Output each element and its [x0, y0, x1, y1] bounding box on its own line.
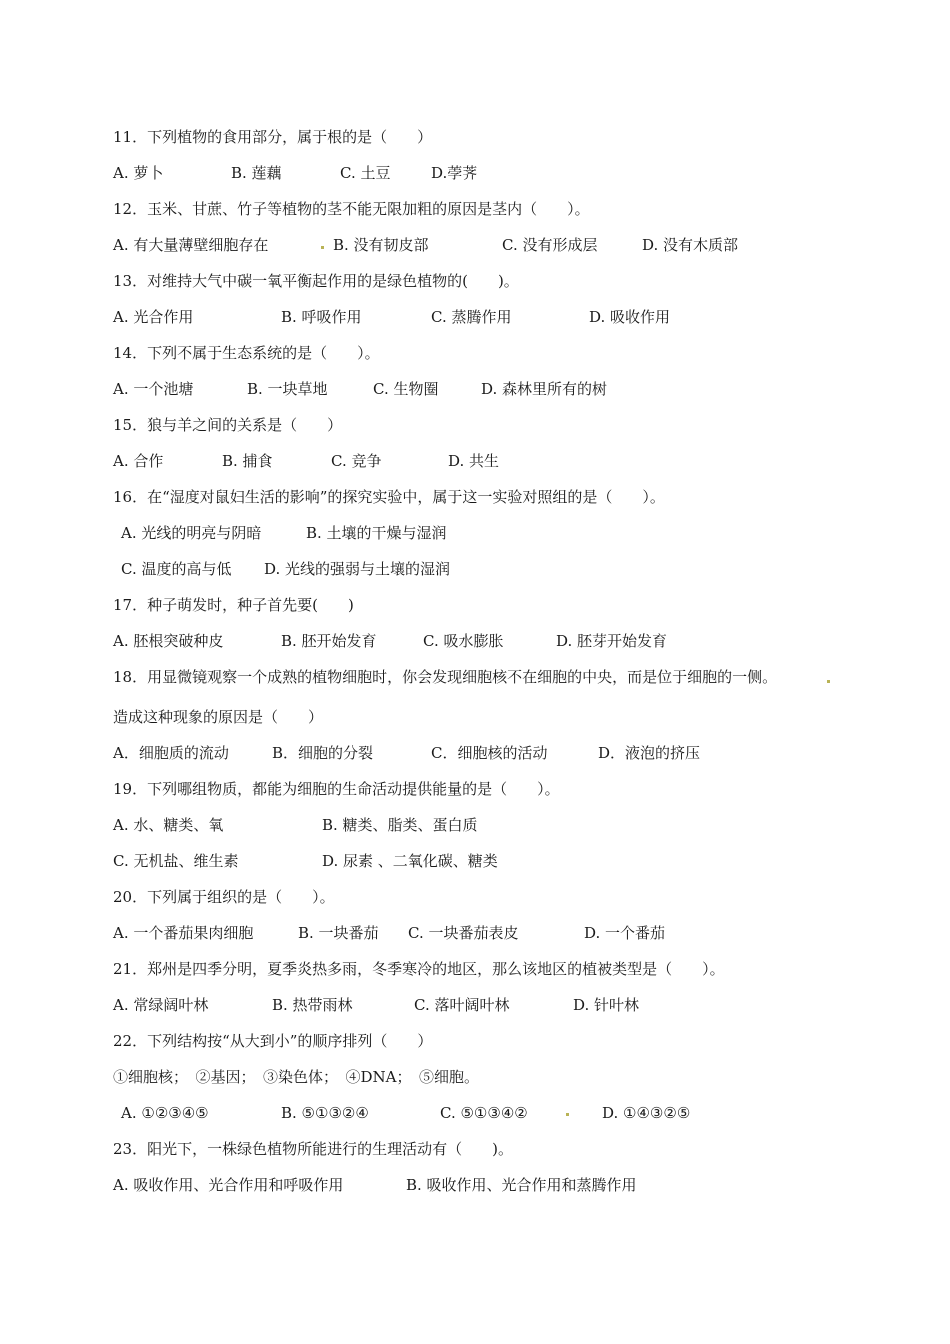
question-11-option-b: B. 莲藕	[231, 164, 282, 182]
scan-speck	[827, 680, 830, 683]
question-21-option-b: B. 热带雨林	[272, 996, 353, 1014]
question-15-option-a: A. 合作	[113, 452, 164, 470]
question-13-option-c: C. 蒸腾作用	[431, 308, 512, 326]
question-13-stem: 13．对维持大气中碳一氧平衡起作用的是绿色植物的( )。	[113, 272, 519, 290]
question-12-stem: 12．玉米、甘蔗、竹子等植物的茎不能无限加粗的原因是茎内（ ）。	[113, 200, 590, 218]
scan-speck	[321, 246, 324, 249]
question-20-option-a: A. 一个番茄果肉细胞	[113, 924, 254, 942]
question-20-stem: 20．下列属于组织的是（ ）。	[113, 888, 335, 906]
question-15-stem: 15．狼与羊之间的关系是（ ）	[113, 416, 343, 434]
question-22-option-a: A. ①②③④⑤	[121, 1104, 209, 1122]
question-16-option-b: B. 土壤的干燥与湿润	[306, 524, 447, 542]
question-18-option-a: A．细胞质的流动	[113, 744, 229, 762]
question-22-stem: 22．下列结构按“从大到小”的顺序排列（ ）	[113, 1032, 433, 1050]
question-19-option-b: B. 糖类、脂类、蛋白质	[322, 816, 478, 834]
question-14-stem: 14．下列不属于生态系统的是（ ）。	[113, 344, 380, 362]
question-14-option-d: D. 森林里所有的树	[481, 380, 608, 398]
question-13-option-d: D. 吸收作用	[589, 308, 671, 326]
question-17-stem: 17．种子萌发时，种子首先要( )	[113, 596, 354, 614]
question-18-option-d: D．液泡的挤压	[598, 744, 701, 762]
question-11-option-c: C. 土豆	[340, 164, 391, 182]
question-23-option-a: A. 吸收作用、光合作用和呼吸作用	[113, 1176, 344, 1194]
question-20-option-b: B. 一块番茄	[298, 924, 379, 942]
question-21-option-d: D. 针叶林	[573, 996, 640, 1014]
question-13-option-a: A. 光合作用	[113, 308, 194, 326]
question-17-option-a: A. 胚根突破种皮	[113, 632, 224, 650]
question-16-option-d: D. 光线的强弱与土壤的湿润	[264, 560, 451, 578]
question-14-option-b: B. 一块草地	[247, 380, 328, 398]
question-15-option-b: B. 捕食	[222, 452, 273, 470]
question-11-option-d: D.荸荠	[431, 164, 478, 182]
question-17-option-d: D. 胚芽开始发育	[556, 632, 668, 650]
question-12-option-b: B. 没有韧皮部	[333, 236, 429, 254]
question-19-option-d: D. 尿素 、二氧化碳、糖类	[322, 852, 498, 870]
question-22-option-b: B. ⑤①③②④	[281, 1104, 369, 1122]
question-20-option-c: C. 一块番茄表皮	[408, 924, 519, 942]
question-16-option-c: C. 温度的高与低	[121, 560, 232, 578]
question-16-option-a: A. 光线的明亮与阴暗	[121, 524, 262, 542]
question-13-option-b: B. 呼吸作用	[281, 308, 362, 326]
question-19-stem: 19．下列哪组物质，都能为细胞的生命活动提供能量的是（ ）。	[113, 780, 560, 798]
question-23-option-b: B. 吸收作用、光合作用和蒸腾作用	[406, 1176, 637, 1194]
question-12-option-a: A. 有大量薄壁细胞存在	[113, 236, 269, 254]
question-11-stem: 11．下列植物的食用部分，属于根的是（ ）	[113, 128, 433, 146]
question-15-option-d: D. 共生	[448, 452, 500, 470]
question-22-option-d: D. ①④③②⑤	[602, 1104, 691, 1122]
question-21-option-a: A. 常绿阔叶林	[113, 996, 209, 1014]
question-18-option-c: C．细胞核的活动	[431, 744, 548, 762]
scan-speck	[566, 1113, 569, 1116]
question-20-option-d: D. 一个番茄	[584, 924, 666, 942]
question-11-option-a: A. 萝卜	[113, 164, 164, 182]
question-21-option-c: C. 落叶阔叶林	[414, 996, 510, 1014]
question-17-option-c: C. 吸水膨胀	[423, 632, 504, 650]
question-15-option-c: C. 竞争	[331, 452, 382, 470]
question-16-stem: 16．在“湿度对鼠妇生活的影响”的探究实验中，属于这一实验对照组的是（ ）。	[113, 488, 665, 506]
question-14-option-a: A. 一个池塘	[113, 380, 194, 398]
question-23-stem: 23．阳光下，一株绿色植物所能进行的生理活动有（ )。	[113, 1140, 513, 1158]
question-22-structures-list: ①细胞核； ②基因； ③染色体； ④DNA； ⑤细胞。	[113, 1068, 479, 1086]
question-17-option-b: B. 胚开始发育	[281, 632, 377, 650]
question-19-option-c: C. 无机盐、维生素	[113, 852, 239, 870]
question-12-option-d: D. 没有木质部	[642, 236, 739, 254]
question-18-stem: 18．用显微镜观察一个成熟的植物细胞时，你会发现细胞核不在细胞的中央，而是位于细胞的一侧。	[113, 668, 778, 686]
question-19-option-a: A. 水、糖类、氧	[113, 816, 224, 834]
question-18-option-b: B．细胞的分裂	[272, 744, 374, 762]
question-21-stem: 21．郑州是四季分明，夏季炎热多雨，冬季寒冷的地区，那么该地区的植被类型是（ ）。	[113, 960, 725, 978]
question-18-stem-continued: 造成这种现象的原因是（ ）	[113, 708, 324, 726]
question-12-option-c: C. 没有形成层	[502, 236, 598, 254]
question-22-option-c: C. ⑤①③④②	[440, 1104, 528, 1122]
question-14-option-c: C. 生物圈	[373, 380, 439, 398]
